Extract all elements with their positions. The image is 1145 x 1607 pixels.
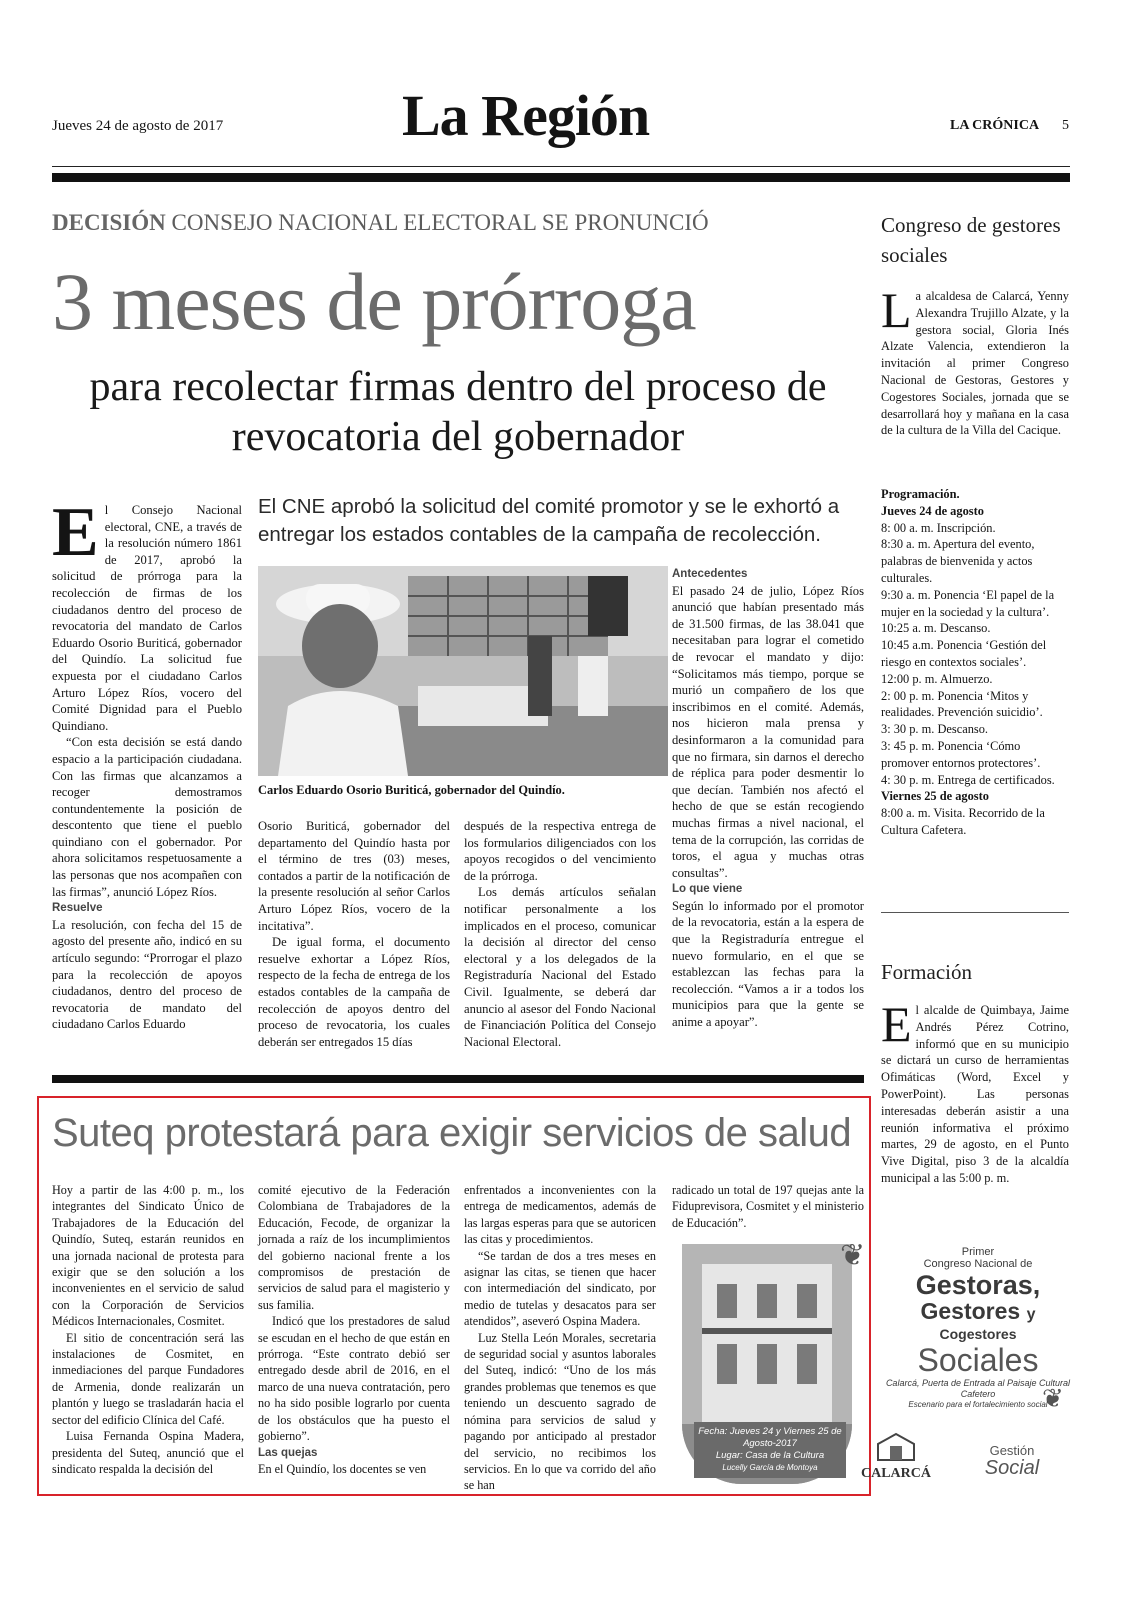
masthead-thin-rule <box>52 166 1070 167</box>
paragraph: En el Quindío, los docentes se ven <box>258 1461 427 1476</box>
schedule-item: 4: 30 p. m. Entrega de certificados. <box>881 772 1055 787</box>
poster-tagline2: Escenario para el fortalecimiento social <box>908 1400 1048 1409</box>
sidebar-formacion-title: Formación <box>881 960 972 984</box>
paragraph: El sitio de concentración será las instalaciones de Cosmitet, en inmediaciones del parque Fundadores de Armenia, donde realizarán un plantón y luego se trasladarán hacia el sector del edificio Clínica del Café. <box>52 1330 244 1427</box>
paragraph: Indicó que los prestadores de salud se escudan en el hecho de que están en prórroga. “Este contrato debió ser entregado desde abril de 2016, en el marco de una nueva contratación, pero no ha sido posible lograrlo por cuenta de los obstáculos que ha puesto el gobierno”. <box>258 1314 450 1444</box>
dropcap: E <box>52 494 99 571</box>
poster-line3b: y <box>1026 1306 1036 1323</box>
sidebar-congreso-text: La alcaldesa de Calarcá, Yenny Alexandra Trujillo Alzate, y la gestora social, Gloria Inés Alzate Valencia, extendieron la invitación al primer Congreso Nacional de Gestoras, Gestores y Cogestores Sociales, jornada que se desarrollará hoy y mañana en la casa de la cultura de la Villa del Cacique. <box>881 282 1069 438</box>
paragraph: Luz Stella León Morales, secretaria de seguridad social y asuntos laborales del Suteq, indicó: “Uno de los más grandes problemas que tenemos es que teniendo un descuento sagrado de nómina para servicios de salud y pagando por anticipado al prestador del servicio, no recibimos los servicios. En lo que va corrido del año se han <box>464 1330 656 1493</box>
sidebar-formacion-text: El alcalde de Quimbaya, Jaime Andrés Pérez Cotrino, informó que en su municipio se dictará un curso de herramientas Ofimáticas (Word, Excel y PowerPoint). Las personas interesadas deberán asistir a una reunión informativa el próximo martes, 29 de agosto, en el Punto Vive Digital, piso 3 de la alcaldía municipal a las 5:00 p. m. <box>881 996 1069 1185</box>
paragraph: Los demás artículos señalan notificar personalmente a los implicados en el proceso, comunicar la decisión al director del censo electoral y a los delegados de la Registraduría Nacional del Estado Civil. Igualmente, se deberá dar anuncio al asesor del Fondo Nacional de Financiación Política del Consejo Nacional Electoral. <box>464 885 656 1049</box>
photo-caption: Carlos Eduardo Osorio Buriticá, gobernador del Quindío. <box>258 783 565 797</box>
poster-tagline: Calarcá, Puerta de Entrada al Paisaje Cultural Cafetero <box>885 1378 1071 1399</box>
paragraph: comité ejecutivo de la Federación Colombiana de Trabajadores de la Educación, Fecode, de organizar la jornada a raíz de los incumplimientos del gobierno nacional frente a los compromisos de prestación de servicios de salud para el magisterio y sus familia. <box>258 1183 450 1312</box>
poster-line2: Gestoras, <box>915 1270 1041 1300</box>
suteq-col-1 <box>52 1182 244 1477</box>
paragraph: El pasado 24 de julio, López Ríos anunció que habían presentado más de 31.500 firmas, de las 38.041 que necesitaban para lograr el cometido de revocar el mandato y dijo: “Solicitamos más tiempo, porque se murió un compañero de los que inscribimos en el comité. Además, nos hicieron mala prensa y desinformaron a la comunidad para que no firmara, sin darnos el derecho de réplica para poder desmentir lo que decían. También nos afectó el hecho de que se están recogiendo muchas firmas a nivel nacional, el tema de la corrupción, las corridas de toros, el agua y muchas otras consultas”. <box>672 583 864 880</box>
schedule-item: 12:00 p. m. Almuerzo. <box>881 671 993 686</box>
section-title: La Región <box>402 83 650 148</box>
paper-name: LA CRÓNICA <box>950 118 1040 133</box>
schedule-item: 10:45 a.m. Ponencia ‘Gestión del riesgo en contextos sociales’. <box>881 638 1047 669</box>
main-col-3 <box>464 818 656 1050</box>
poster-line3: Gestores <box>920 1298 1021 1324</box>
schedule-item: 2: 00 p. m. Ponencia ‘Mitos y realidades. Prevención suicidio’. <box>881 688 1043 720</box>
masthead-date: Jueves 24 de agosto de 2017 <box>52 118 224 134</box>
subhead-las-quejas: Las quejas <box>258 1446 318 1459</box>
poster-date-box <box>694 1422 846 1478</box>
paragraph: después de la respectiva entrega de los formularios diligenciados con los apoyos recogidos o del vencimiento de la prórroga. <box>464 819 656 883</box>
butterfly-icon: ❦ <box>840 1239 866 1272</box>
masthead-thick-rule <box>52 173 1070 182</box>
schedule-item: 9:30 a. m. Ponencia ‘El papel de la mujer en la sociedad y la cultura’. <box>881 587 1055 619</box>
poster-line4: Cogestores <box>939 1326 1017 1342</box>
poster-line1: Congreso Nacional de <box>923 1258 1033 1270</box>
programacion-label: Programación. <box>881 487 960 501</box>
sidebar-dropcap: L <box>881 282 912 338</box>
subhead-lo-que-viene: Lo que viene <box>672 883 743 896</box>
schedule-item: 8: 00 a. m. Inscripción. <box>881 520 996 535</box>
main-col-2 <box>258 818 450 1050</box>
paragraph: radicado un total de 197 quejas ante la Fiduprevisora, Cosmitet y el ministerio de Educación”. <box>672 1183 864 1230</box>
day1-label: Jueves 24 de agosto <box>881 503 984 518</box>
kicker <box>52 210 709 236</box>
calarca-logo <box>856 1432 936 1481</box>
programacion <box>881 486 1071 839</box>
suteq-headline: Suteq protestará para exigir servicios de salud <box>52 1111 852 1155</box>
section-rule <box>52 1075 864 1083</box>
paragraph: “Se tardan de dos a tres meses en asignar las citas, se tienen que hacer con intermediación del sindicato, por medio de tutelas y desacatos para ser atendidos”, aseveró Ospina Madera. <box>464 1248 656 1329</box>
poster-lugar-detail: Lucelly García de Montoya <box>722 1463 818 1472</box>
photo-illustration <box>258 566 668 776</box>
poster-pre: Primer <box>961 1246 995 1258</box>
paragraph: De igual forma, el documento resuelve exhortar a López Ríos, respecto de la fecha de entrega de los estados contables de la campaña de recolección de apoyos dentro del proceso de revocatoria, los cuales deberán ser entregados 15 días <box>258 935 450 1049</box>
calarca-crest-icon <box>874 1432 918 1462</box>
logo-social: Social <box>984 1457 1040 1479</box>
paragraph: Osorio Buriticá, gobernador del departamento del Quindío hasta por el término de tres (03) meses, contados a partir de la notificación de la presente resolución al señor Carlos Arturo López Ríos, vocero de la incitativa”. <box>258 819 450 933</box>
suteq-col-2 <box>258 1182 450 1477</box>
poster-fecha: Fecha: Jueves 24 y Viernes 25 de Agosto-2017 <box>698 1426 842 1449</box>
paragraph: enfrentados a inconvenientes con la entrega de medicamentos, además de las largas esperas para que se autoricen las citas y procedimientos. <box>464 1183 656 1247</box>
paragraph: Según lo informado por el promotor de la revocatoria, están a la espera de que la Registraduría entregue el nuevo formulario, en el que se establezcan las fechas para la recolección. “Vamos a ir a todos los municipios para que la gente se anime a apoyar”. <box>672 898 864 1030</box>
poster-lugar: Lugar: Casa de la Cultura <box>715 1450 825 1461</box>
sidebar-dropcap: E <box>881 996 912 1052</box>
poster-line5: Sociales <box>917 1342 1039 1378</box>
logo-calarca-text: CALARCÁ <box>861 1466 931 1481</box>
schedule-item: 3: 30 p. m. Descanso. <box>881 722 989 737</box>
paragraph: “Con esta decisión se está dando espacio a la participación ciudadana. Con las firmas que alcanzamos a recoger demostramos contundentemente la posición de descontento que tiene el pueblo quindiano con el gobernador. Por ahora solicitamos respetuosamente a las personas que nos acompañen con las firmas”, anunció López Ríos. <box>52 735 242 899</box>
sidebar-divider <box>881 912 1069 913</box>
logo-gestion: Gestión <box>989 1443 1035 1458</box>
kicker-text: CONSEJO NACIONAL ELECTORAL SE PRONUNCIÓ <box>171 210 709 235</box>
schedule-item: 8:00 a. m. Visita. Recorrido de la Cultura Cafetera. <box>881 806 1045 837</box>
schedule-item: 3: 45 p. m. Ponencia ‘Cómo promover entornos protectores’. <box>881 738 1041 770</box>
day2-label: Viernes 25 de agosto <box>881 789 989 804</box>
butterfly-icon: ❦ <box>1042 1384 1064 1413</box>
main-col-1: El Consejo Nacional electoral, CNE, a través de la resolución número 1861 de 2017, aprobó la solicitud de prórroga para la recolección de firmas de los ciudadanos dentro del proceso de revocatoria del mandato de Carlos Eduardo Osorio Buriticá, gobernador del Quindío. La solicitud fue expuesta por el ciudadano Carlos Arturo López Ríos, vocero del Comité Dignidad para el Pueblo Quindiano. “Con esta decisión se está dando espacio a la participación ciudadana. Con las firmas que alcanzamos a recoger demostramos contundentemente la posición de descontento que tiene el pueblo quindiano con el gobernador. Por ahora solicitamos respetuosamente a las personas que nos acompañen con las firmas”, anunció López Ríos. Resuelve La resolución, con fecha del 15 de agosto del presente año, indicó en su artículo segundo: “Prorrogar el plazo para la recolección de apoyos ciudadanos, dentro del proceso de revocatoria de mandato del ciudadano Carlos Eduardo <box>52 494 242 1032</box>
schedule-item: 8:30 a. m. Apertura del evento, palabras de bienvenida y actos culturales. <box>881 537 1035 585</box>
suteq-col-3 <box>464 1182 656 1494</box>
subheadline: para recolectar firmas dentro del proceso de revocatoria del gobernador <box>89 364 827 460</box>
kicker-tag: DECISIÓN <box>52 210 166 235</box>
suteq-col-4 <box>672 1182 864 1231</box>
headline: 3 meses de prórroga <box>52 256 696 347</box>
article-photo <box>258 566 668 776</box>
deck: El CNE aprobó la solicitud del comité promotor y se le exhortó a entregar los estados contables de la campaña de recolección. <box>258 495 840 546</box>
event-poster <box>672 1232 1080 1492</box>
paragraph: Hoy a partir de las 4:00 p. m., los integrantes del Sindicato Único de Trabajadores de la Educación del Quindío, Suteq, estarán reunidos en una jornada nacional de protesta para exigir que se den solución a los inconvenientes en el servicio de salud con la Corporación de Servicios Médicos Internacionales, Cosmitet. <box>52 1183 244 1329</box>
gestion-social-logo <box>962 1444 1062 1478</box>
subhead-resuelve: Resuelve <box>52 902 103 915</box>
paragraph: Luisa Fernanda Ospina Madera, presidenta del Suteq, anunció que el sindicato respalda la decisión del <box>52 1429 244 1476</box>
main-col-4 <box>672 566 864 1031</box>
subhead-antecedentes: Antecedentes <box>672 568 748 580</box>
paragraph: La resolución, con fecha del 15 de agosto del presente año, indicó en su artículo segundo: “Prorrogar el plazo para la recolección de apoyos ciudadanos, dentro del proceso de revocatoria de mandato del ciudadano Carlos Eduardo <box>52 917 242 1032</box>
poster-title <box>880 1246 1076 1410</box>
page-number: 5 <box>1062 118 1069 133</box>
schedule-item: 10:25 a. m. Descanso. <box>881 621 991 636</box>
sidebar-congreso-title: Congreso de gestores sociales <box>881 213 1061 267</box>
